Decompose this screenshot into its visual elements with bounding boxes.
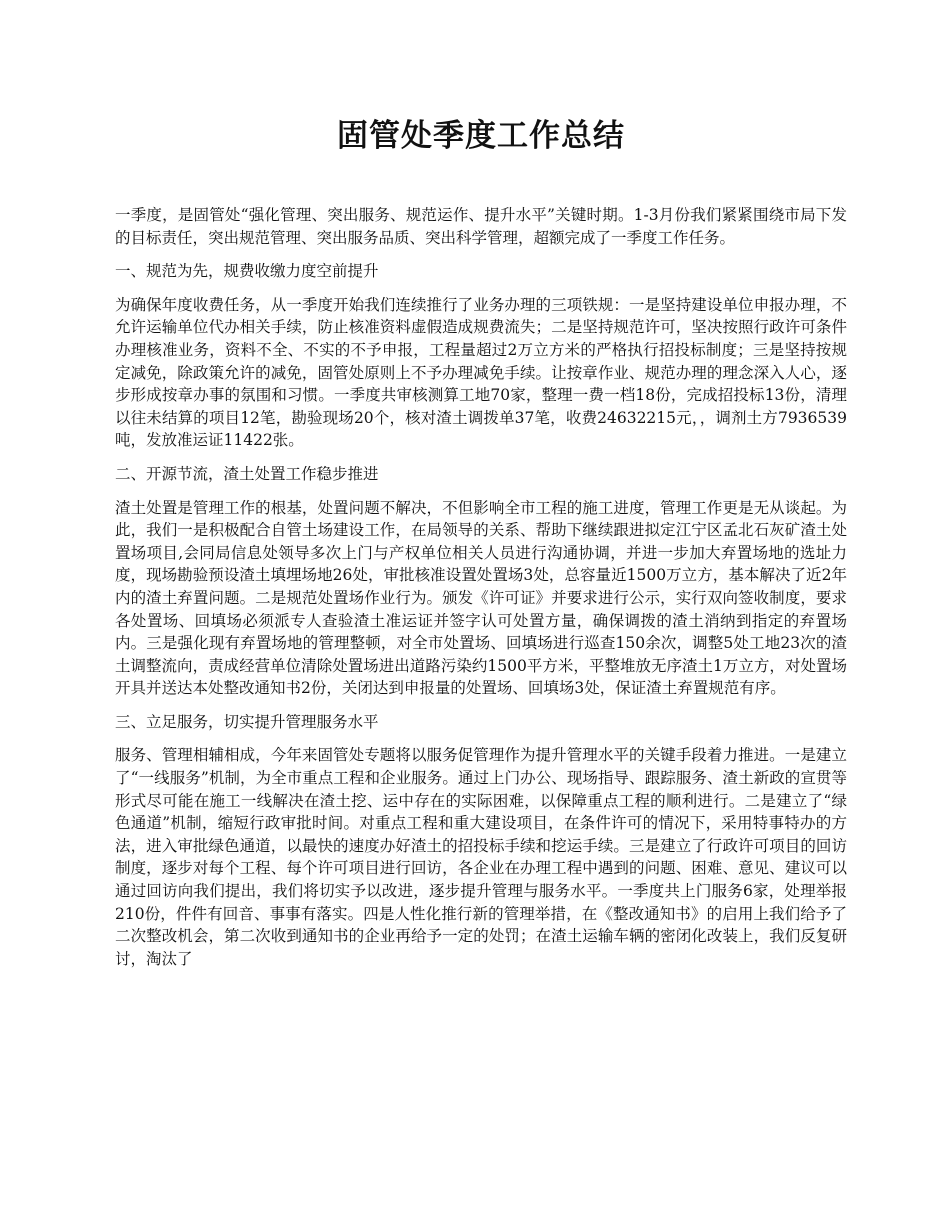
section-1-body: 为确保年度收费任务，从一季度开始我们连续推行了业务办理的三项铁规：一是坚持建设单位申报办理，不允许运输单位代办相关手续，防止核准资料虚假造成规费流失；二是坚持规范许可，坚决按照行政许可条件办理核准业务，资料不全、不实的不予申报，工程量超过2万立方米的严格执行招投标制度；三是坚持按规定减免，除政策允许的减免，固管处原则上不予办理减免手续。让按章作业、规范办理的理念深入人心，逐步形成按章办事的氛围和习惯。一季度共审核测算工地70家，整理一费一档18份，完成招投标13份，清理以往未结算的项目12笔，勘验现场20个，核对渣土调拨单37笔，收费24632215元，，调剂土方7936539吨，发放准运证11422张。: [115, 295, 847, 450]
section-2-body: 渣土处置是管理工作的根基，处置问题不解决，不但影响全市工程的施工进度，管理工作更是无从谈起。为此，我们一是积极配合自管土场建设工作，在局领导的关系、帮助下继续跟进拟定江宁区孟北石灰矿渣土处置场项目,会同局信息处领导多次上门与产权单位相关人员进行沟通协调，并进一步加大弃置场地的选址力度，现场勘验预设渣土填埋场地26处，审批核准设置处置场3处，总容量近1500万立方，基本解决了近2年内的渣土弃置问题。二是规范处置场作业行为。颁发《许可证》并要求进行公示，实行双向签收制度，要求各处置场、回填场必须派专人查验渣土准运证并签字认可处置方量，确保调拨的渣土消纳到指定的弃置场内。三是强化现有弃置场地的管理整顿，对全市处置场、回填场进行巡查150余次，调整5处工地23次的渣土调整流向，责成经营单位清除处置场进出道路污染约1500平方米，平整堆放无序渣土1万立方，对处置场开具并送达本处整改通知书2份，关闭达到申报量的处置场、回填场3处，保证渣土弃置规范有序。: [115, 498, 847, 698]
page-title: 固管处季度工作总结: [337, 118, 625, 154]
section-2-heading: 二、开源节流，渣土处置工作稳步推进: [115, 464, 379, 483]
section-1-heading: 一、规范为先，规费收缴力度空前提升: [115, 262, 379, 281]
section-3-body: 服务、管理相辅相成，今年来固管处专题将以服务促管理作为提升管理水平的关键手段着力推进。一是建立了“一线服务”机制，为全市重点工程和企业服务。通过上门办公、现场指导、跟踪服务、渣土新政的宣贯等形式尽可能在施工一线解决在渣土挖、运中存在的实际困难，以保障重点工程的顺利进行。二是建立了“绿色通道”机制，缩短行政审批时间。对重点工程和重大建设项目，在条件许可的情况下，采用特事特办的方法，进入审批绿色通道，以最快的速度办好渣土的招投标手续和挖运手续。三是建立了行政许可项目的回访制度，逐步对每个工程、每个许可项目进行回访，各企业在办理工程中遇到的问题、困难、意见、建议可以通过回访向我们提出，我们将切实予以改进，逐步提升管理与服务水平。一季度共上门服务6家，处理举报210份，件件有回音、事事有落实。四是人性化推行新的管理举措，在《整改通知书》的启用上我们给予了二次整改机会，第二次收到通知书的企业再给予一定的处罚；在渣土运输车辆的密闭化改装上，我们反复研讨，淘汰了: [115, 746, 847, 968]
intro-paragraph: 一季度，是固管处“强化管理、突出服务、规范运作、提升水平”关键时期。1-3月份我们紧紧围绕市局下发的目标责任，突出规范管理、突出服务品质、突出科学管理，超额完成了一季度工作任务。: [115, 206, 847, 247]
section-3-heading: 三、立足服务，切实提升管理服务水平: [115, 712, 379, 731]
document-page: [115, 112, 847, 981]
